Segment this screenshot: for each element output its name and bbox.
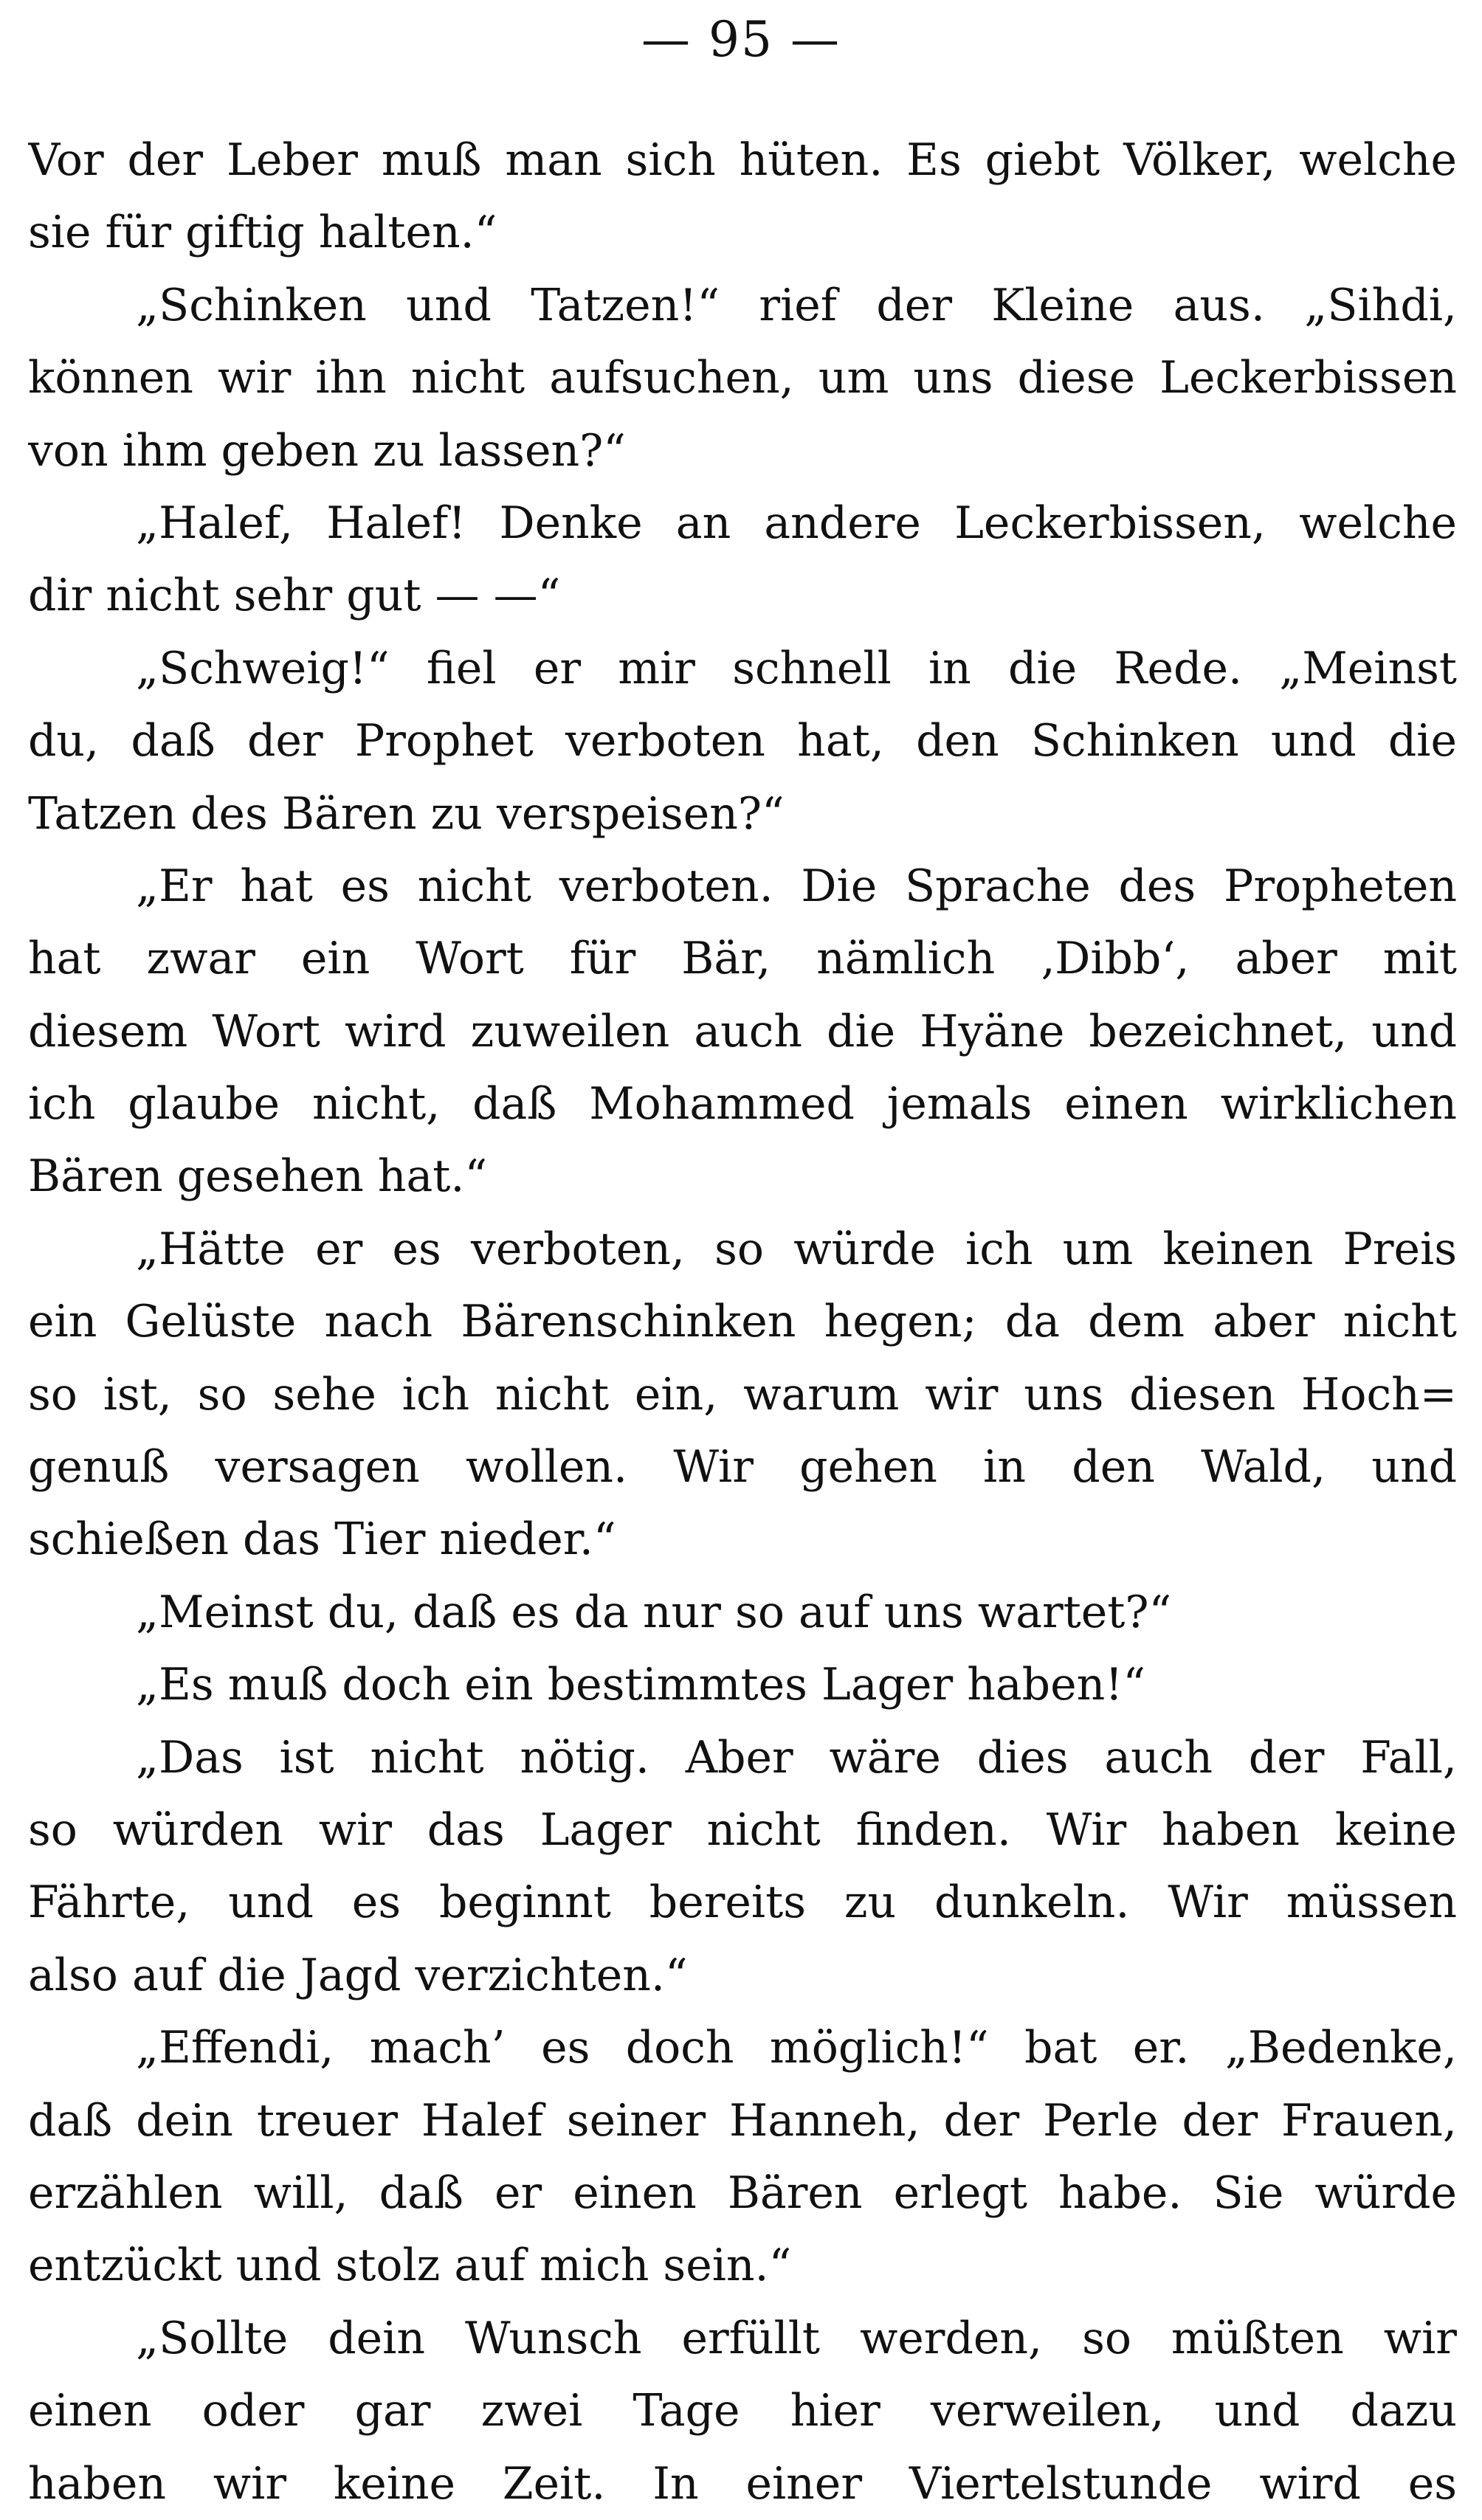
text-line: „Meinst du, daß es da nur so auf uns wartet?“: [136, 1586, 1172, 1638]
text-line: „Er hat es nicht verboten. Die Sprache des Propheten: [136, 860, 1457, 912]
text-line: ein Gelüste nach Bärenschinken hegen; da dem aber nicht: [28, 1296, 1457, 1348]
text-line: also auf die Jagd verzichten.“: [28, 1949, 688, 2001]
text-line: entzückt und stolz auf mich sein.“: [28, 2240, 792, 2292]
text-line: Fährte, und es beginnt bereits zu dunkeln. Wir müssen: [28, 1877, 1457, 1929]
text-line: „Solltе dein Wunsch erfüllt werden, so müßten wir: [136, 2312, 1457, 2364]
text-line: daß dein treuer Halef seiner Hanneh, der Perle der Frauen,: [28, 2094, 1457, 2147]
text-line: ich glaube nicht, daß Mohammed jemals einen wirklichen: [28, 1078, 1457, 1130]
text-line: einen oder gar zwei Tage hier verweilen, und dazu: [28, 2385, 1457, 2437]
text-line: „Effendi, mach’ es doch möglich!“ bat er. „Bedenke,: [136, 2022, 1457, 2074]
text-line: „Hätte er es verboten, so würde ich um keinen Preis: [136, 1223, 1457, 1275]
text-line: „Halef, Halef! Denke an andere Leckerbissen, welche: [136, 497, 1457, 549]
text-line: Vor der Leber muß man sich hüten. Es giebt Völker, welche: [28, 134, 1457, 186]
body-text: [28, 124, 1457, 2520]
text-line: Bären gesehen hat.“: [28, 1150, 488, 1203]
text-line: sie für giftig halten.“: [28, 207, 497, 259]
text-line: können wir ihn nicht aufsuchen, um uns diese Leckerbissen: [28, 352, 1457, 404]
text-line: „Schinken und Tatzen!“ rief der Kleine aus. „Sihdi,: [136, 279, 1457, 331]
text-line: du, daß der Prophet verboten hat, den Schinken und die: [28, 715, 1457, 767]
text-line: hat zwar ein Wort für Bär, nämlich ‚Dibb‘, aber mit: [28, 933, 1457, 985]
text-line: schießen das Tier nieder.“: [28, 1513, 616, 1566]
text-line: so ist, so sehe ich nicht ein, warum wir uns diesen Hoch=: [28, 1368, 1457, 1420]
text-line: dir nicht sehr gut — —“: [28, 570, 561, 622]
text-line: diesem Wort wird zuweilen auch die Hyäne bezeichnet, und: [28, 1005, 1457, 1057]
text-line: „Das ist nicht nötig. Aber wäre dies auch der Fall,: [136, 1731, 1457, 1784]
text-line: von ihm geben zu lassen?“: [28, 424, 626, 477]
text-line: „Es muß doch ein bestimmtes Lager haben!“: [136, 1659, 1146, 1711]
text-line: Tatzen des Bären zu verspeisen?“: [28, 787, 785, 840]
text-line: erzählen will, daß er einen Bären erlegt habe. Sie würde: [28, 2167, 1457, 2219]
text-line: haben wir keine Zeit. In einer Viertelstunde wird es: [28, 2457, 1457, 2510]
text-line: genuß versagen wollen. Wir gehen in den Wald, und: [28, 1441, 1457, 1494]
text-line: so würden wir das Lager nicht finden. Wir haben keine: [28, 1803, 1457, 1856]
text-line: „Schweig!“ fiel er mir schnell in die Rede. „Meinst: [136, 642, 1457, 694]
page-number: — 95 —: [641, 11, 841, 68]
